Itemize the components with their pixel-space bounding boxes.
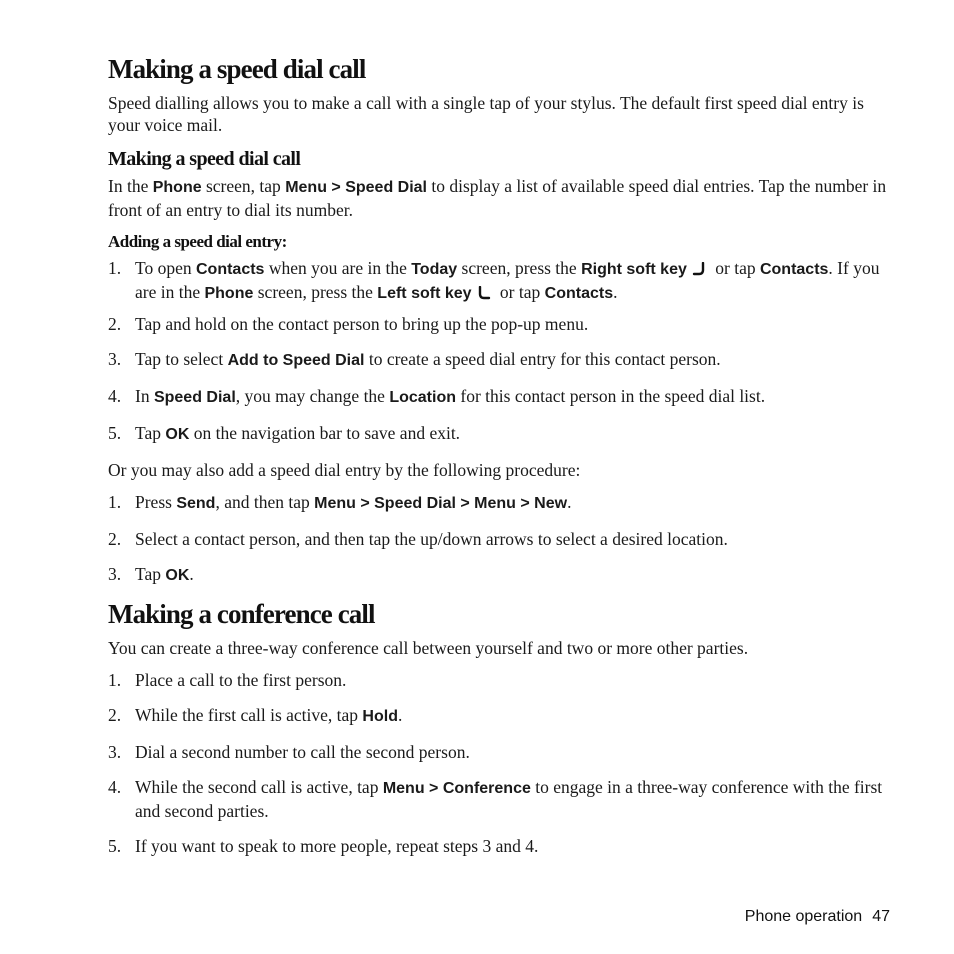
text: or tap [495,282,545,302]
step-number: 1. [108,492,122,512]
text: To open [135,258,196,278]
ui-term-contacts: Contacts [544,285,614,302]
list-item [108,348,888,372]
step-number: 2. [108,314,122,334]
ui-term-ok: OK [165,567,190,584]
text: Place a call to the first person. [135,670,347,690]
list-item [108,776,888,822]
step-number: 3. [108,349,122,369]
text: , you may change the [235,386,390,406]
subsection-title-speed-dial: Making a speed dial call [108,148,301,170]
text: on the navigation bar to save and exit. [189,423,461,443]
step-number: 4. [108,386,122,406]
text: for this contact person in the speed dial list. [456,386,766,406]
left-soft-key-icon [476,286,492,300]
right-soft-key-icon [691,262,707,276]
text: Dial a second number to call the second person. [135,742,470,762]
ui-term-location: Location [389,389,456,406]
page-number: 47 [872,908,890,925]
ui-term-contacts: Contacts [196,261,265,278]
adding-steps-list [108,257,888,446]
text: screen, press the [457,258,582,278]
list-item [108,528,888,550]
list-item [108,835,888,857]
list-item [108,741,888,763]
text: . [567,492,572,512]
ui-term-left-soft-key: Left soft key [377,285,472,302]
text: While the second call is active, tap [135,777,383,797]
text: Tap [135,564,166,584]
text: to display a list of available speed dial entries. Tap the number in front of an entry to dial its number. [108,176,887,220]
text: In [135,386,154,406]
section-title-conference: Making a conference call [108,599,375,629]
step-number: 1. [108,670,122,690]
step-number: 3. [108,742,122,762]
conference-steps-list [108,669,888,857]
text: Tap [135,423,166,443]
step-number: 5. [108,423,122,443]
footer-section-name: Phone operation [744,908,863,925]
conference-intro: You can create a three-way conference call between yourself and two or more other parties. [108,638,749,658]
list-item [108,704,888,728]
text: to engage in a three-way conference with the first and second parties. [135,777,883,821]
ui-term-add-to-speed-dial: Add to Speed Dial [227,352,365,369]
step-number: 4. [108,777,122,797]
alternative-steps-list [108,491,888,587]
ui-term-send: Send [176,495,216,512]
speed-dial-instructions [108,175,888,221]
list-item [108,563,888,587]
text: , and then tap [215,492,315,512]
ui-term-ok: OK [165,426,190,443]
list-item [108,422,888,446]
ui-term-right-soft-key: Right soft key [581,261,687,278]
step-number: 2. [108,705,122,725]
text: . If you are in the [135,258,880,302]
ui-term-menu-conference: Menu > Conference [382,780,531,797]
text: . [189,564,194,584]
list-item [108,491,888,515]
text: While the first call is active, tap [135,705,363,725]
text: screen, press the [253,282,378,302]
ui-term-phone: Phone [204,285,254,302]
list-item [108,385,888,409]
step-number: 1. [108,258,122,278]
text: If you want to speak to more people, repeat steps 3 and 4. [135,836,539,856]
page-footer [745,908,890,926]
text: or tap [710,258,760,278]
text: In the [108,176,153,196]
list-item [108,257,888,305]
step-number: 5. [108,836,122,856]
speed-dial-intro: Speed dialling allows you to make a call with a single tap of your stylus. The default first speed dial entry is your voice mail. [108,93,864,135]
subsection-title-adding: Adding a speed dial entry: [108,232,287,251]
ui-term-contacts: Contacts [759,261,829,278]
text: Tap to select [135,349,228,369]
text: Press [135,492,177,512]
list-item [108,313,888,335]
alternative-procedure-intro: Or you may also add a speed dial entry by the following procedure: [108,460,581,480]
text: when you are in the [264,258,412,278]
ui-term-menu-speed-dial: Menu > Speed Dial [285,179,427,196]
document-page [108,52,888,870]
list-item [108,669,888,691]
ui-term-hold: Hold [362,708,398,725]
ui-term-speed-dial: Speed Dial [153,389,236,406]
ui-term-today: Today [411,261,458,278]
step-number: 3. [108,564,122,584]
text: Tap and hold on the contact person to bring up the pop-up menu. [135,314,589,334]
text: . [613,282,618,302]
text: Select a contact person, and then tap the up/down arrows to select a desired location. [135,529,728,549]
text: screen, tap [201,176,286,196]
ui-term-menu-path: Menu > Speed Dial > Menu > New [314,495,568,512]
section-title-speed-dial: Making a speed dial call [108,54,366,84]
ui-term-phone: Phone [152,179,202,196]
step-number: 2. [108,529,122,549]
text: to create a speed dial entry for this contact person. [364,349,721,369]
text: . [397,705,403,725]
